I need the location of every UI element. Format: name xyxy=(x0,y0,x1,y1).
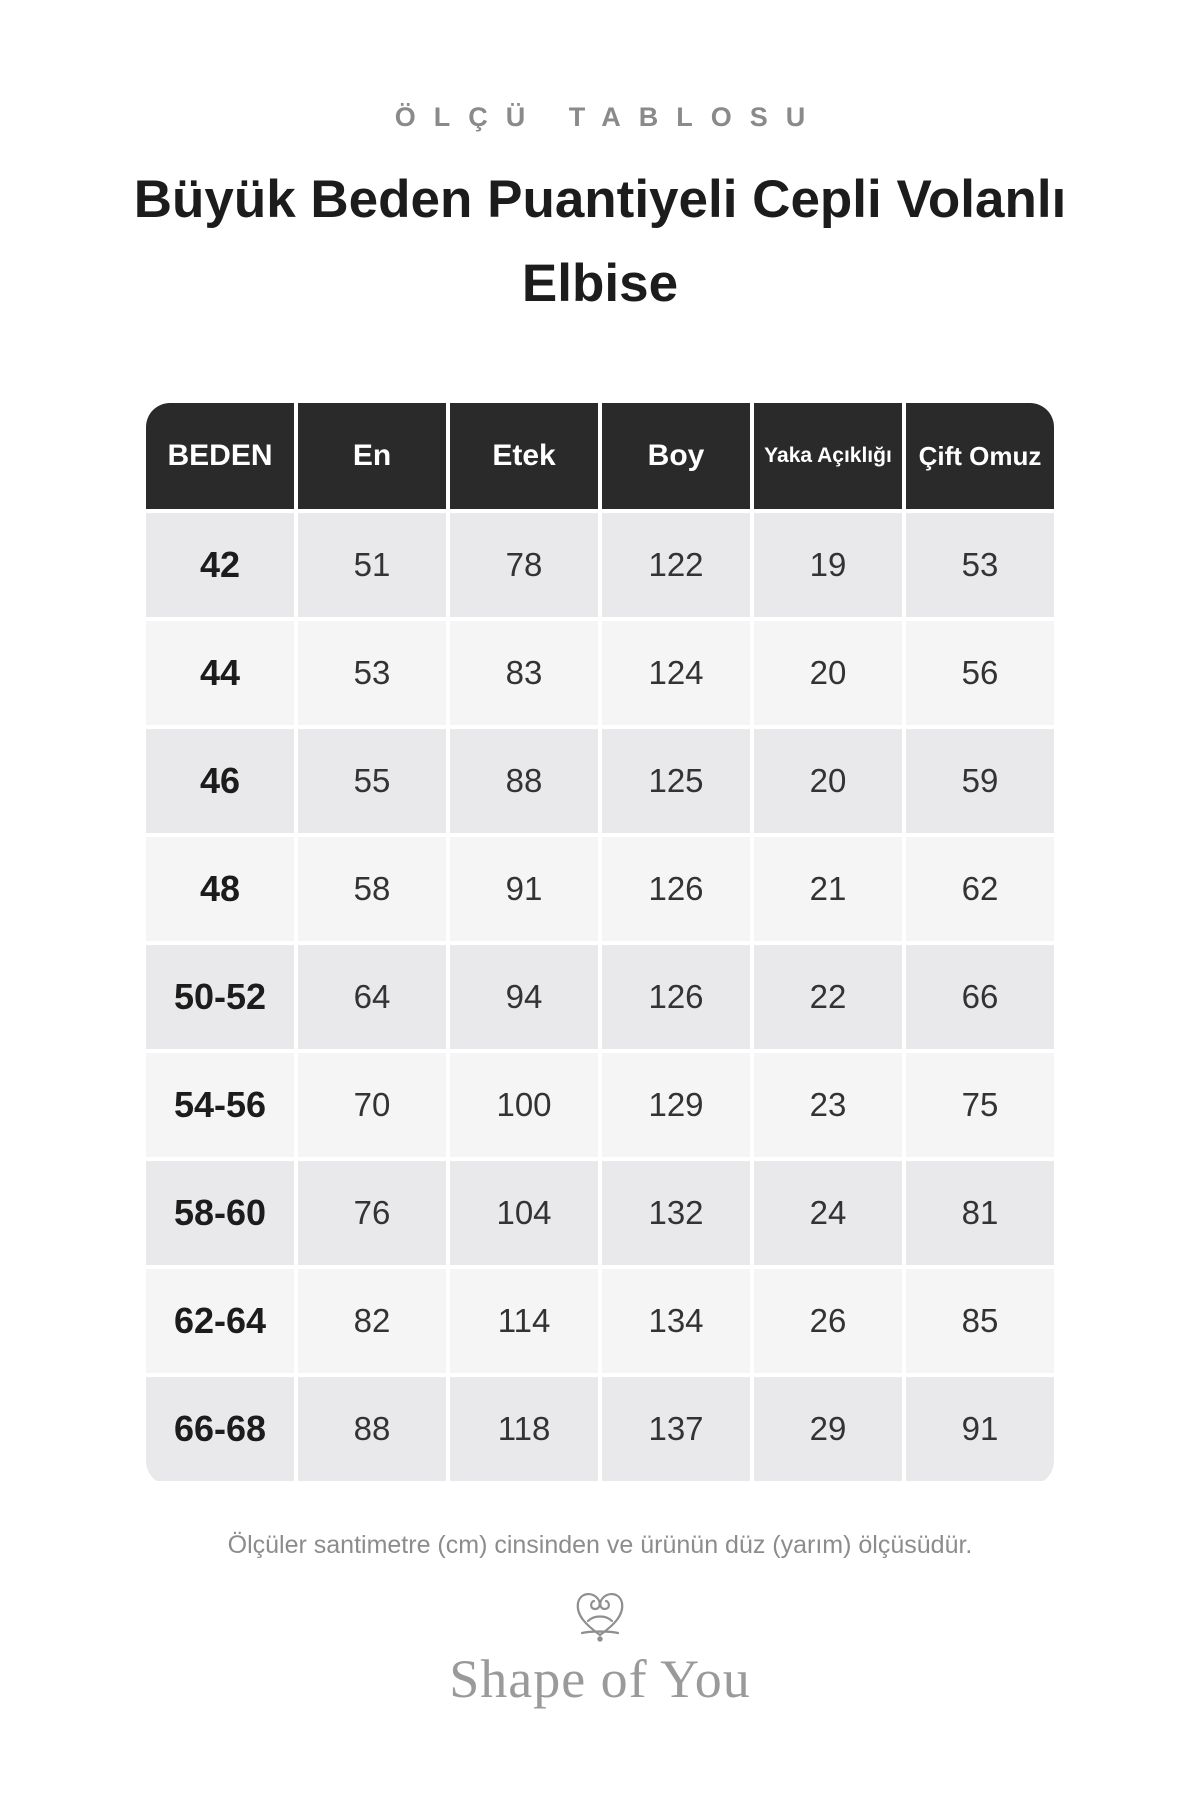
size-table-grid xyxy=(146,403,1054,1481)
table-cell: 55 xyxy=(298,729,446,833)
table-cell: 91 xyxy=(906,1377,1054,1481)
page-eyebrow: ÖLÇÜ TABLOSU xyxy=(394,102,824,132)
table-cell: 56 xyxy=(906,621,1054,725)
table-row-size: 54-56 xyxy=(146,1053,294,1157)
table-cell: 126 xyxy=(602,945,750,1049)
table-row-size: 50-52 xyxy=(146,945,294,1049)
table-cell: 126 xyxy=(602,837,750,941)
measurement-note: Ölçüler santimetre (cm) cinsinden ve ürünün düz (yarım) ölçüsüdür. xyxy=(227,1531,973,1559)
column-header-etek: Etek xyxy=(450,403,598,509)
table-cell: 76 xyxy=(298,1161,446,1265)
table-cell: 78 xyxy=(450,513,598,617)
column-header-yaka-acikligi: Yaka Açıklığı xyxy=(754,403,902,509)
table-cell: 82 xyxy=(298,1269,446,1373)
table-cell: 94 xyxy=(450,945,598,1049)
table-row-size: 62-64 xyxy=(146,1269,294,1373)
page-title: Büyük Beden Puantiyeli Cepli Volanlı Elbise xyxy=(133,170,1067,313)
column-header-en: En xyxy=(298,403,446,509)
table-cell: 20 xyxy=(754,729,902,833)
table-cell: 70 xyxy=(298,1053,446,1157)
table-cell: 91 xyxy=(450,837,598,941)
table-row-size: 66-68 xyxy=(146,1377,294,1481)
heart-flourish-icon xyxy=(568,1585,632,1643)
column-header-beden: BEDEN xyxy=(146,403,294,509)
column-header-cift-omuz: Çift Omuz xyxy=(906,403,1054,509)
size-table xyxy=(146,403,1054,1485)
table-cell: 51 xyxy=(298,513,446,617)
table-cell: 59 xyxy=(906,729,1054,833)
table-cell: 81 xyxy=(906,1161,1054,1265)
table-cell: 23 xyxy=(754,1053,902,1157)
table-row-size: 46 xyxy=(146,729,294,833)
table-cell: 83 xyxy=(450,621,598,725)
table-cell: 134 xyxy=(602,1269,750,1373)
table-row-size: 58-60 xyxy=(146,1161,294,1265)
table-cell: 137 xyxy=(602,1377,750,1481)
table-cell: 88 xyxy=(298,1377,446,1481)
table-cell: 21 xyxy=(754,837,902,941)
brand-logo-text: Shape of You xyxy=(449,1649,751,1709)
table-cell: 104 xyxy=(450,1161,598,1265)
table-cell: 24 xyxy=(754,1161,902,1265)
table-cell: 53 xyxy=(298,621,446,725)
table-cell: 53 xyxy=(906,513,1054,617)
table-cell: 114 xyxy=(450,1269,598,1373)
table-cell: 62 xyxy=(906,837,1054,941)
table-cell: 122 xyxy=(602,513,750,617)
table-row-size: 42 xyxy=(146,513,294,617)
table-cell: 58 xyxy=(298,837,446,941)
table-cell: 75 xyxy=(906,1053,1054,1157)
table-cell: 20 xyxy=(754,621,902,725)
table-cell: 129 xyxy=(602,1053,750,1157)
table-cell: 29 xyxy=(754,1377,902,1481)
table-row-size: 44 xyxy=(146,621,294,725)
table-cell: 88 xyxy=(450,729,598,833)
table-cell: 64 xyxy=(298,945,446,1049)
table-cell: 100 xyxy=(450,1053,598,1157)
table-cell: 132 xyxy=(602,1161,750,1265)
table-cell: 19 xyxy=(754,513,902,617)
table-cell: 85 xyxy=(906,1269,1054,1373)
table-cell: 26 xyxy=(754,1269,902,1373)
table-cell: 125 xyxy=(602,729,750,833)
table-cell: 118 xyxy=(450,1377,598,1481)
table-cell: 22 xyxy=(754,945,902,1049)
column-header-boy: Boy xyxy=(602,403,750,509)
table-row-size: 48 xyxy=(146,837,294,941)
table-cell: 124 xyxy=(602,621,750,725)
table-cell: 66 xyxy=(906,945,1054,1049)
